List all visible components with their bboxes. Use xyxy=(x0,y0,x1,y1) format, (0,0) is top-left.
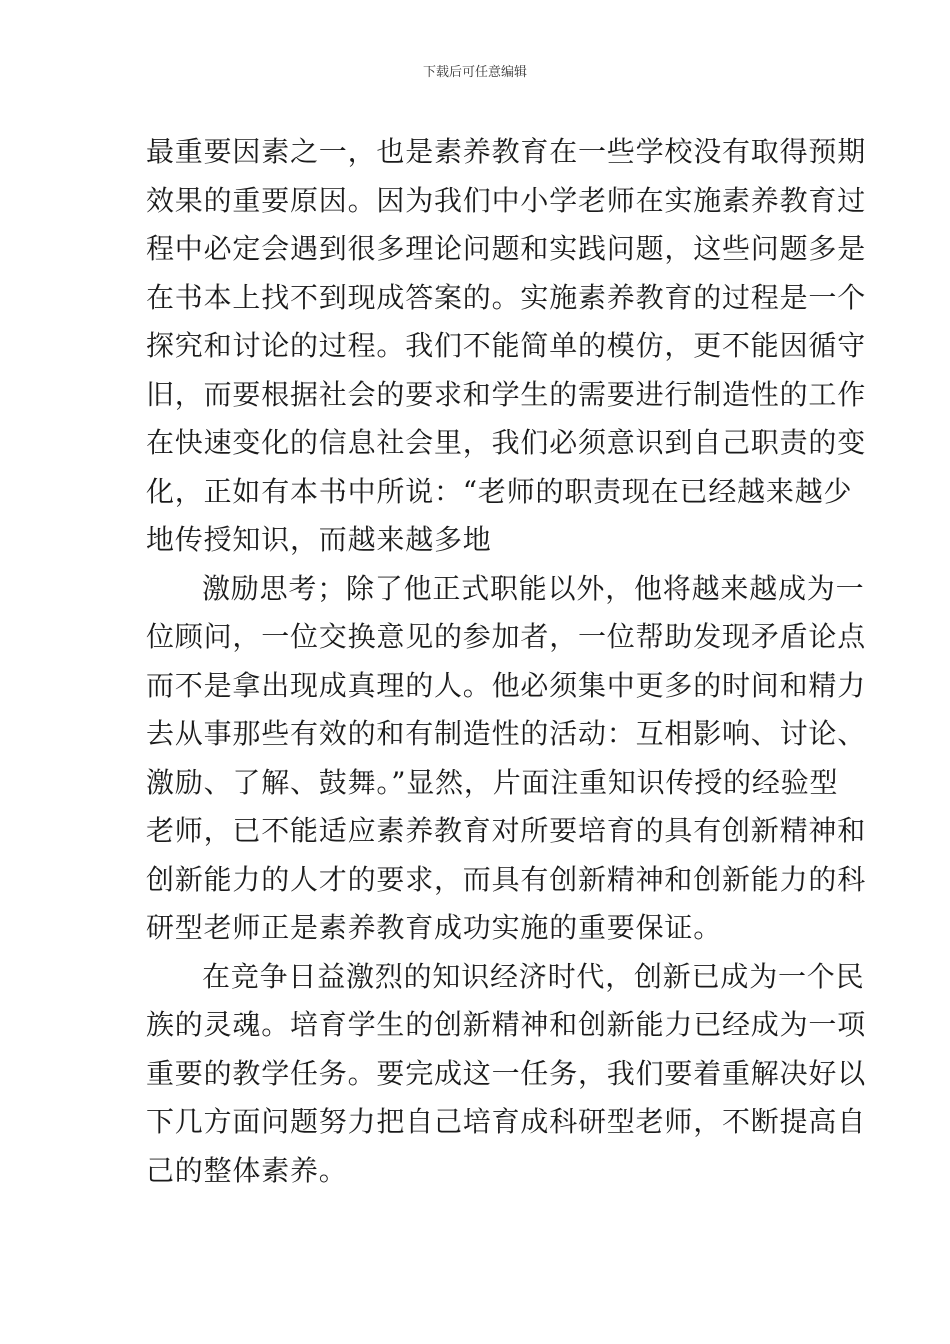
text-line: 重要的教学任务。要完成这一任务，我们要着重解决好以 xyxy=(146,1056,867,1090)
text-line: 创新能力的人才的要求，而具有创新精神和创新能力的科 xyxy=(146,862,867,896)
paragraph xyxy=(146,953,867,1196)
document-body xyxy=(146,128,867,1195)
text-line: 在书本上找不到现成答案的。实施素养教育的过程是一个 xyxy=(146,280,867,314)
text-line: 在竞争日益激烈的知识经济时代，创新已成为一个民 xyxy=(202,959,865,993)
text-line: 地传授知识，而越来越多地 xyxy=(146,523,492,556)
text-line: 研型老师正是素养教育成功实施的重要保证。 xyxy=(146,911,723,944)
text-line: 程中必定会遇到很多理论问题和实践问题，这些问题多是 xyxy=(146,232,867,265)
page-header: 下载后可任意编辑 xyxy=(422,65,527,80)
text-line: 化，正如有本书中所说：“老师的职责现在已经越来越少 xyxy=(146,474,853,508)
paragraph xyxy=(146,565,867,953)
text-line: 老师，已不能适应素养教育对所要培育的具有创新精神和 xyxy=(146,814,867,847)
text-line: 旧，而要根据社会的要求和学生的需要进行制造性的工作 xyxy=(146,377,867,411)
text-line: 下几方面问题努力把自己培育成科研型老师，不断提高自 xyxy=(146,1105,867,1138)
paragraph xyxy=(146,128,867,565)
text-line: 激励、了解、鼓舞。”显然，片面注重知识传授的经验型 xyxy=(146,765,839,799)
text-line: 位顾问，一位交换意见的参加者，一位帮助发现矛盾论点 xyxy=(146,620,867,653)
text-line: 而不是拿出现成真理的人。他必须集中更多的时间和精力 xyxy=(146,668,867,702)
text-line: 在快速变化的信息社会里，我们必须意识到自己职责的变 xyxy=(146,426,867,459)
text-line: 探究和讨论的过程。我们不能简单的模仿，更不能因循守 xyxy=(146,329,867,362)
text-line: 激励思考；除了他正式职能以外，他将越来越成为一 xyxy=(202,571,865,605)
text-line: 去从事那些有效的和有制造性的活动：互相影响、讨论、 xyxy=(146,717,867,750)
text-line: 效果的重要原因。因为我们中小学老师在实施素养教育过 xyxy=(146,183,867,217)
text-line: 最重要因素之一，也是素养教育在一些学校没有取得预期 xyxy=(146,135,867,168)
text-line: 族的灵魂。培育学生的创新精神和创新能力已经成为一项 xyxy=(146,1008,867,1041)
text-line: 己的整体素养。 xyxy=(146,1153,348,1187)
